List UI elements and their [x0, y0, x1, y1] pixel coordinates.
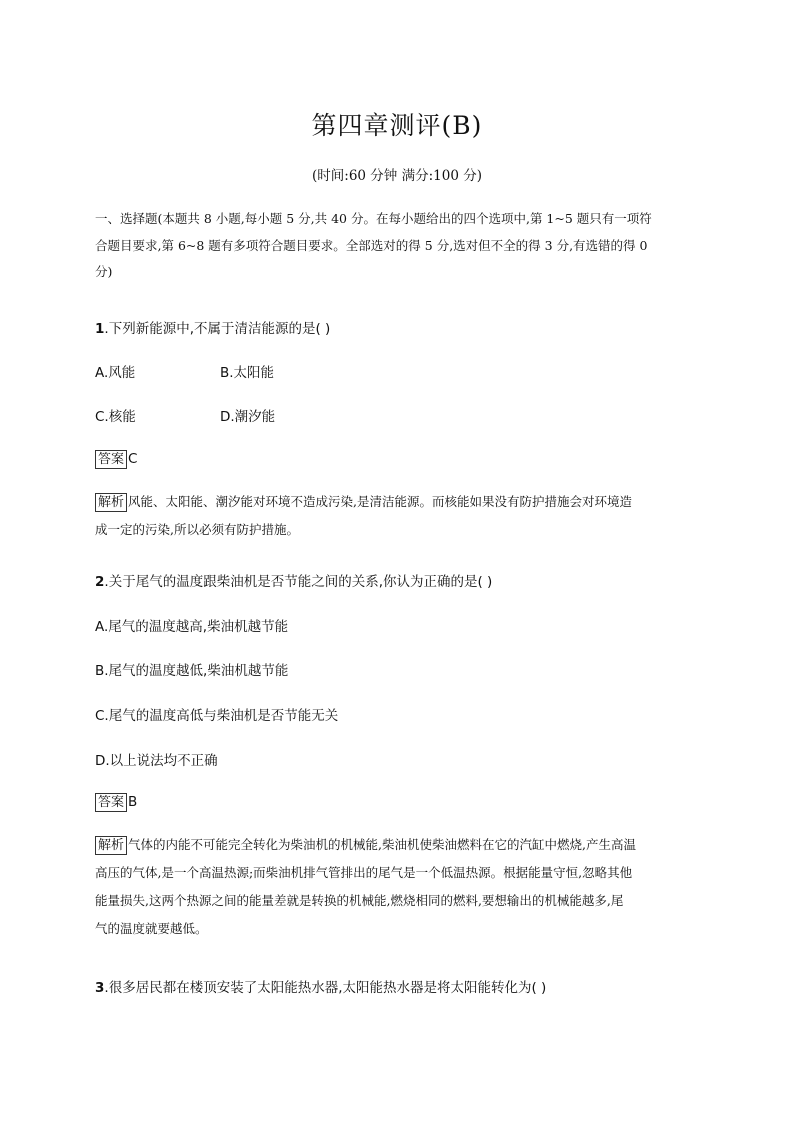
page-title: 第四章测评(B)	[311, 111, 483, 140]
question-2-stem	[95, 570, 492, 590]
exam-info: (时间:60 分钟 满分:100 分)	[312, 168, 482, 184]
answer-tag: 答案	[95, 793, 127, 812]
section-intro-line: 分)	[95, 264, 113, 279]
question-2-option-c: C.尾气的温度高低与柴油机是否节能无关	[95, 708, 339, 724]
question-number: 1	[95, 321, 105, 337]
question-1-option-c: C.核能	[95, 409, 136, 425]
section-intro-line: 一、选择题(本题共 8 小题,每小题 5 分,共 40 分。在每小题给出的四个选项中,第 1~5 题只有一项符	[95, 211, 652, 226]
analysis-text: 能量损失,这两个热源之间的能量差就是转换的机械能,燃烧相同的燃料,要想输出的机械能越多,尾	[95, 893, 624, 908]
question-1-option-a: A.风能	[95, 365, 136, 381]
question-2-answer	[95, 793, 137, 812]
question-text: .下列新能源中,不属于清洁能源的是( )	[104, 321, 331, 337]
analysis-tag: 解析	[95, 493, 127, 512]
section-intro	[95, 206, 701, 286]
question-text: .关于尾气的温度跟柴油机是否节能之间的关系,你认为正确的是( )	[104, 574, 493, 590]
question-2-option-a: A.尾气的温度越高,柴油机越节能	[95, 619, 289, 635]
question-1-option-b: B.太阳能	[220, 365, 275, 381]
analysis-tag: 解析	[95, 836, 127, 855]
question-2-option-b: B.尾气的温度越低,柴油机越节能	[95, 663, 289, 679]
question-1-answer	[95, 450, 137, 469]
analysis-text: 风能、太阳能、潮汐能对环境不造成污染,是清洁能源。而核能如果没有防护措施会对环境造	[128, 494, 632, 509]
question-1-stem	[95, 317, 330, 337]
analysis-text: 高压的气体,是一个高温热源;而柴油机排气管排出的尾气是一个低温热源。根据能量守恒,忽略其他	[95, 865, 633, 880]
analysis-text: 气体的内能不可能完全转化为柴油机的机械能,柴油机使柴油燃料在它的汽缸中燃烧,产生高温	[128, 837, 636, 852]
analysis-text: 气的温度就要越低。	[95, 921, 208, 936]
question-2-analysis	[95, 831, 701, 943]
question-number: 3	[95, 980, 105, 996]
answer-value: C	[128, 451, 138, 467]
answer-value: B	[128, 794, 138, 810]
question-1-analysis	[95, 488, 701, 544]
answer-tag: 答案	[95, 450, 127, 469]
question-2-option-d: D.以上说法均不正确	[95, 753, 218, 769]
question-number: 2	[95, 574, 105, 590]
question-1-option-d: D.潮汐能	[220, 409, 276, 425]
question-3-stem	[95, 976, 546, 996]
analysis-text: 成一定的污染,所以必须有防护措施。	[95, 522, 299, 537]
question-text: .很多居民都在楼顶安装了太阳能热水器,太阳能热水器是将太阳能转化为( )	[104, 980, 547, 996]
section-intro-line: 合题目要求,第 6~8 题有多项符合题目要求。全部选对的得 5 分,选对但不全的得 3 分,有选错的得 0	[95, 237, 648, 253]
